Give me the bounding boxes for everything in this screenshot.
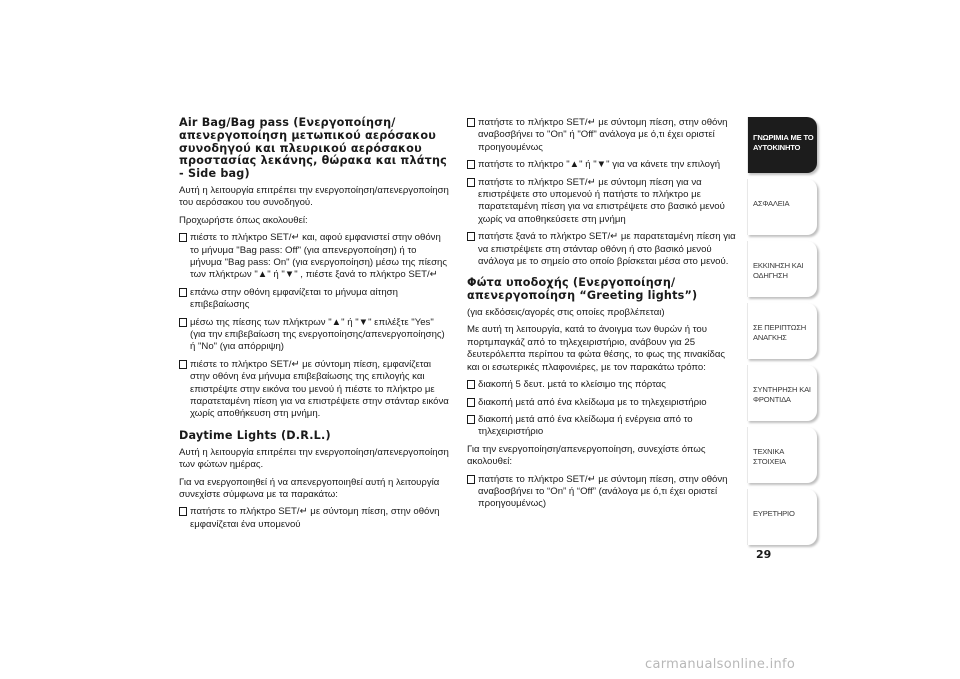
checkbox-bullet-icon bbox=[179, 288, 187, 297]
right-column bbox=[467, 117, 739, 516]
tab-starting-driving[interactable]: ΕΚΚΙΝΗΣΗ ΚΑΙ ΟΔΗΓΗΣΗ bbox=[747, 241, 817, 297]
paragraph: Αυτή η λειτουργία επιτρέπει την ενεργοποίηση/απενεργοποίηση του αερόσακου του συνοδηγού. bbox=[179, 184, 449, 209]
paragraph: Με αυτή τη λειτουργία, κατά το άνοιγμα των θυρών ή του πορτμπαγκάζ από το τηλεχειριστήριο, ανάβουν για 25 δευτερόλεπτα περίπου τα φώτα θέσης, το φως της πινακίδας και οι εσωτερικές πλαφονιέρες, με τον παρακάτω τρόπο: bbox=[467, 324, 726, 373]
chapter-tabs bbox=[747, 117, 817, 551]
paragraph: Προχωρήστε όπως ακολουθεί: bbox=[179, 214, 308, 226]
tab-maintenance[interactable]: ΣΥΝΤΗΡΗΣΗ ΚΑΙ ΦΡΟΝΤΙΔΑ bbox=[747, 365, 817, 421]
tab-technical-data[interactable]: ΤΕΧΝΙΚΑ ΣΤΟΙΧΕΙΑ bbox=[747, 427, 817, 483]
section-heading-greeting-lights: Φώτα υποδοχής (Ενεργοποίηση/ απενεργοποίηση “Greeting lights”) bbox=[467, 276, 698, 303]
tab-getting-to-know[interactable]: ΓΝΩΡΙΜΙΑ ΜΕ ΤΟ ΑΥΤΟΚΙΝΗΤΟ bbox=[747, 117, 817, 173]
section-subtitle: (για εκδόσεις/αγορές στις οποίες προβλέπεται) bbox=[467, 307, 665, 319]
list-item: διακοπή μετά από ένα κλείδωμα ή ενέργεια από το τηλεχειριστήριο bbox=[467, 414, 739, 439]
paragraph: Για την ενεργοποίηση/απενεργοποίηση, συνεχίστε όπως ακολουθεί: bbox=[467, 443, 706, 468]
list-item: πατήστε το πλήκτρο SET/↵ με σύντομη πίεση, στην οθόνη αναβοσβήνει το “On” ή “Off” (ανάλογα με ό,τι έχει οριστεί προηγουμένως) bbox=[467, 474, 739, 511]
page-number: 29 bbox=[756, 548, 772, 561]
checkbox-bullet-icon bbox=[179, 360, 187, 369]
checkbox-bullet-icon bbox=[467, 380, 475, 389]
list-item: μέσω της πίεσης των πλήκτρων "▲" ή "▼" επιλέξτε "Yes" (για την επιβεβαίωση της ενεργοποίησης/απενεργοποίησης) ή "No" (για απόρριψη) bbox=[179, 317, 449, 354]
checkbox-bullet-icon bbox=[467, 475, 475, 484]
list-item: διακοπή μετά από ένα κλείδωμα με το τηλεχειριστήριο bbox=[467, 397, 739, 409]
checkbox-bullet-icon bbox=[467, 415, 475, 424]
checkbox-bullet-icon bbox=[179, 233, 187, 242]
list-item: πατήστε το πλήκτρο SET/↵ με σύντομη πίεση, στην οθόνη εμφανίζεται ένα υπομενού bbox=[179, 506, 449, 531]
list-item: πιέστε το πλήκτρο SET/↵ και, αφού εμφανιστεί στην οθόνη το μήνυμα "Bag pass: Off" (για απενεργοποίηση) ή το μήνυμα "Bag pass: On" (για ενεργοποίηση) μέσω της πίεσης των πλήκτρων "▲" ή "▼" , πιέστε ξανά το πλήκτρο SET/↵ bbox=[179, 232, 449, 282]
list-item: πατήστε το πλήκτρο "▲" ή "▼" για να κάνετε την επιλογή bbox=[467, 159, 739, 171]
tab-index[interactable]: ΕΥΡΕΤΗΡΙΟ bbox=[747, 489, 817, 545]
list-item: πιέστε το πλήκτρο SET/↵ με σύντομη πίεση, εμφανίζεται στην οθόνη ένα μήνυμα επιβεβαίωσης της επιλογής και επιστρέψτε στην εικόνα του μενού ή πιέστε το πλήκτρο με παρατεταμένη πίεση για να επιστρέψετε στην στάνταρ εικόνα χωρίς αποθήκευση στη μνήμη. bbox=[179, 359, 449, 421]
tab-safety[interactable]: ΑΣΦΑΛΕΙΑ bbox=[747, 179, 817, 235]
section-heading-airbag: Air Bag/Bag pass (Ενεργοποίηση/ απενεργοποίηση μετωπικού αερόσακου συνοδηγού και πλευρικού αερόσακου προστασίας λεκάνης, θώρακα και πλάτης - Side bag) bbox=[179, 116, 447, 181]
tab-emergency[interactable]: ΣΕ ΠΕΡΙΠΤΩΣΗ ΑΝΑΓΚΗΣ bbox=[747, 303, 817, 359]
checkbox-bullet-icon bbox=[179, 507, 187, 516]
list-item: πατήστε το πλήκτρο SET/↵ με σύντομη πίεση, στην οθόνη αναβοσβήνει το "On" ή "Off" ανάλογα με ό,τι έχει οριστεί προηγουμένως bbox=[467, 117, 739, 154]
checkbox-bullet-icon bbox=[467, 118, 475, 127]
checkbox-bullet-icon bbox=[467, 398, 475, 407]
checkbox-bullet-icon bbox=[179, 318, 187, 327]
left-column bbox=[179, 117, 449, 536]
paragraph: Αυτή η λειτουργία επιτρέπει την ενεργοποίηση/απενεργοποίηση των φώτων ημέρας. bbox=[179, 446, 449, 471]
list-item: διακοπή 5 δευτ. μετά το κλείσιμο της πόρτας bbox=[467, 379, 739, 391]
list-item: επάνω στην οθόνη εμφανίζεται το μήνυμα αίτηση επιβεβαίωσης bbox=[179, 287, 449, 312]
checkbox-bullet-icon bbox=[467, 160, 475, 169]
checkbox-bullet-icon bbox=[467, 178, 475, 187]
paragraph: Για να ενεργοποιηθεί ή να απενεργοποιηθεί αυτή η λειτουργία συνεχίστε σύμφωνα με τα παρακάτω: bbox=[179, 476, 440, 500]
section-heading-daytime-lights: Daytime Lights (D.R.L.) bbox=[179, 428, 331, 442]
checkbox-bullet-icon bbox=[467, 232, 475, 241]
list-item: πατήστε ξανά το πλήκτρο SET/↵ με παρατεταμένη πίεση για να επιστρέψετε στη στάνταρ οθόνη ή στο βασικό μενού ανάλογα με το σημείο στο οποίο βρίσκεται μέσα στο μενού. bbox=[467, 231, 739, 268]
list-item: πατήστε το πλήκτρο SET/↵ με σύντομη πίεση για να επιστρέψετε στο υπομενού ή πατήστε το πλήκτρο με παρατεταμένη πίεση για να επιστρέψετε στο βασικό μενού χωρίς να αποθηκεύσετε στη μνήμη bbox=[467, 177, 739, 227]
watermark: carmanualsonline.info bbox=[645, 657, 796, 672]
